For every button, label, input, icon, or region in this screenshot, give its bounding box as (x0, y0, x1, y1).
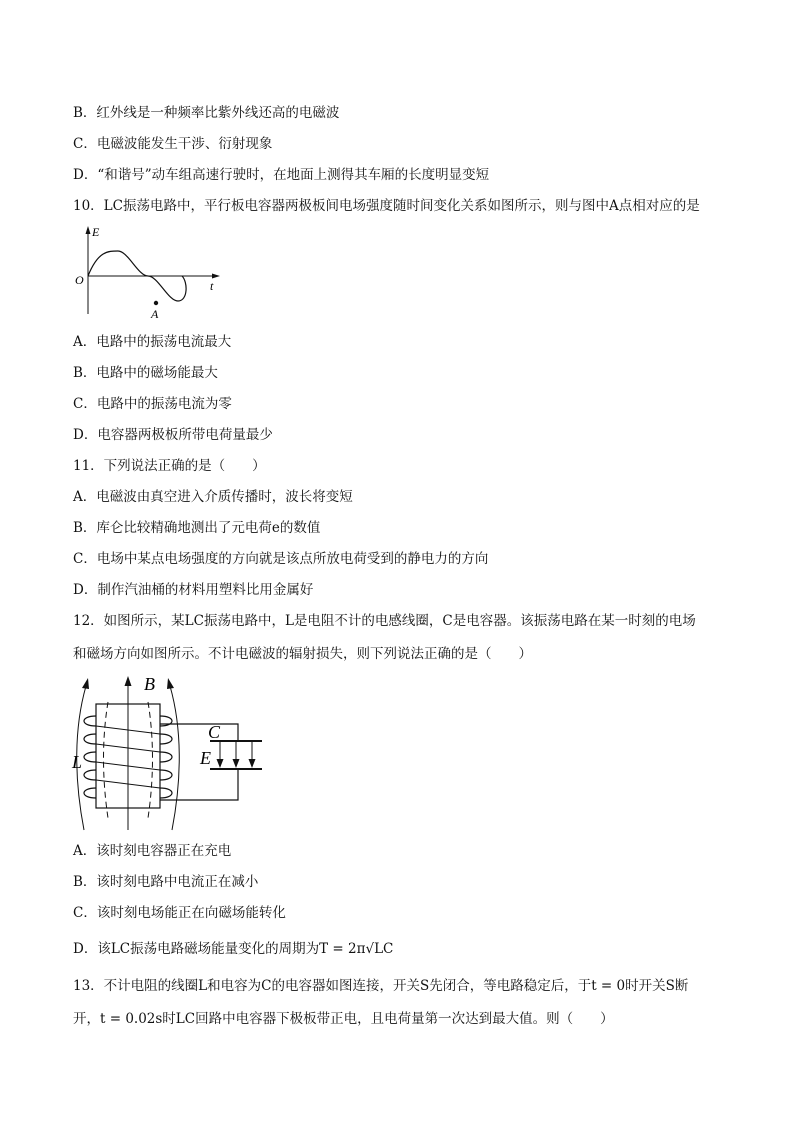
q13-line1: 13．不计电阻的线圈L和电容为C的电容器如图连接，开关S先闭合，等电路稳定后，于t = 0时开关S断 (73, 978, 689, 994)
t-axis-arrow (212, 274, 220, 279)
q10-option-d: D．电容器两极板所带电荷量最少 (73, 427, 273, 443)
q11-option-c: C．电场中某点电场强度的方向就是该点所放电荷受到的静电力的方向 (73, 551, 489, 567)
label-c: C (208, 722, 221, 742)
q9-option-d: D．“和谐号”动车组高速行驶时，在地面上测得其车厢的长度明显变短 (73, 167, 490, 183)
coil-left-turns (84, 716, 96, 798)
q12-option-d: D．该LC振荡电路磁场能量变化的周期为T = 2π√LC (73, 941, 394, 957)
q12-option-c: C．该时刻电场能正在向磁场能转化 (73, 905, 286, 921)
e-field-arrow-1 (217, 759, 224, 768)
label-e: E (200, 748, 211, 768)
q11-option-b: B．库仑比较精确地测出了元电荷e的数值 (73, 520, 321, 536)
e-field-arrow-2 (233, 759, 240, 768)
q12-option-a: A．该时刻电容器正在充电 (73, 843, 232, 859)
e-field-arrow-3 (249, 759, 256, 768)
point-a-label: A (151, 307, 159, 321)
t-axis-label: t (210, 279, 214, 293)
q10-option-b: B．电路中的磁场能最大 (73, 365, 218, 381)
e-axis-arrow (86, 226, 91, 234)
label-l: L (72, 752, 83, 772)
field-arrow-center (125, 676, 132, 686)
q10-stem: 10．LC振荡电路中，平行板电容器两极板间电场强度随时间变化关系如图所示，则与图中A点相对应的是 (73, 198, 700, 214)
q9-option-c: C．电磁波能发生干涉、衍射现象 (73, 136, 273, 152)
field-arrow-left (82, 678, 89, 689)
q10-option-c: C．电路中的振荡电流为零 (73, 396, 232, 412)
q11-option-a: A．电磁波由真空进入介质传播时，波长将变短 (73, 489, 353, 505)
q12-option-b: B．该时刻电路中电流正在减小 (73, 874, 259, 890)
q11-option-d: D．制作汽油桶的材料用塑料比用金属好 (73, 582, 314, 598)
origin-label: O (75, 273, 84, 287)
coil-right-turns (160, 716, 172, 798)
field-line-dashed-left (104, 702, 109, 818)
q10-option-a: A．电路中的振荡电流最大 (73, 334, 232, 350)
q10-e-t-graph (70, 222, 230, 322)
q12-stem-line2: 和磁场方向如图所示。不计电磁波的辐射损失，则下列说法正确的是（ ） (73, 646, 532, 662)
q9-option-b: B．红外线是一种频率比紫外线还高的电磁波 (73, 105, 340, 121)
field-line-dashed-right (148, 702, 153, 818)
q12-stem-line1: 12．如图所示，某LC振荡电路中，L是电阻不计的电感线圈，C是电容器。该振荡电路在某一时刻的电场 (73, 613, 696, 629)
field-arrow-right (167, 678, 174, 689)
q13-line2: 开，t = 0.02s时LC回路中电容器下极板带正电，且电荷量第一次达到最大值。则（ ） (73, 1011, 614, 1027)
q12-lc-circuit-figure (70, 668, 270, 833)
q11-stem: 11．下列说法正确的是（ ） (73, 458, 266, 474)
label-b: B (144, 674, 155, 694)
e-axis-label: E (92, 225, 100, 239)
point-a-marker (154, 301, 158, 305)
